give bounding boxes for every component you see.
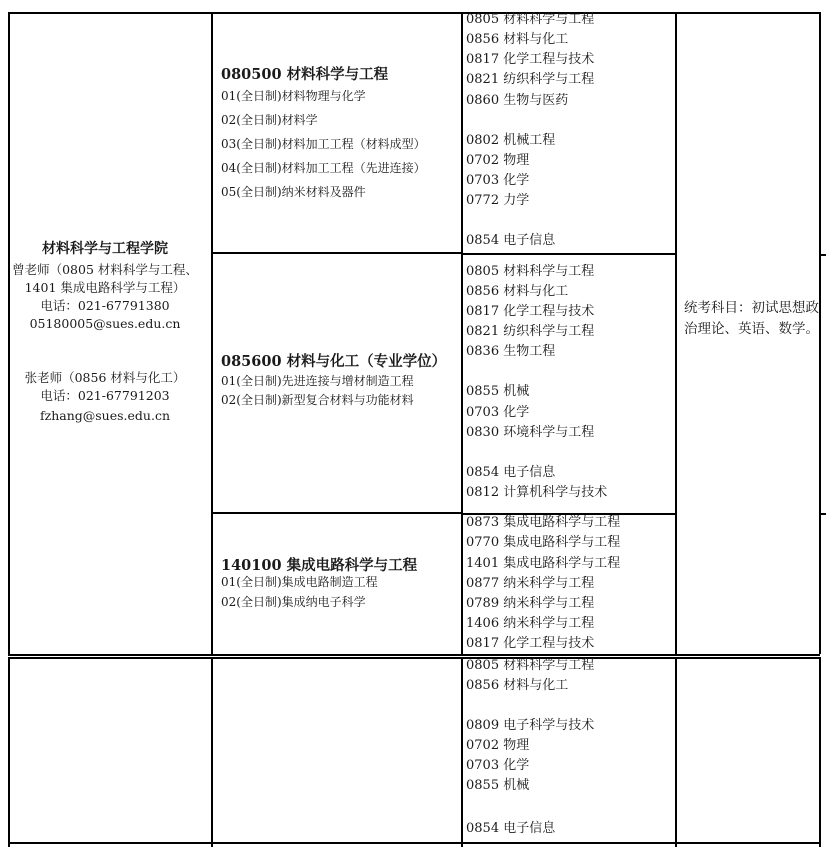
subject-item: 0812 计算机科学与技术 bbox=[466, 485, 608, 500]
subject-item: 0772 力学 bbox=[466, 193, 530, 208]
subject-item: 0821 纺织科学与工程 bbox=[466, 324, 595, 339]
subject-item: 0805 材料科学与工程 bbox=[466, 658, 595, 673]
college-name: 材料科学与工程学院 bbox=[42, 241, 168, 257]
subject-item: 0854 电子信息 bbox=[466, 821, 556, 836]
subject-item: 0860 生物与医药 bbox=[466, 93, 569, 108]
contact-line: 张老师（0856 材料与化工） bbox=[24, 370, 186, 385]
subject-item: 0817 化学工程与技术 bbox=[466, 52, 595, 67]
contact-phone: 电话：021-67791380 bbox=[40, 298, 170, 313]
major-title: 080500 材料科学与工程 bbox=[221, 66, 389, 83]
table-border bbox=[8, 654, 820, 656]
contact-line: 1401 集成电路科学与工程） bbox=[24, 280, 186, 295]
table-border bbox=[8, 842, 820, 844]
major-direction: 03(全日制)材料加工工程（材料成型） bbox=[221, 137, 426, 151]
table-border bbox=[8, 657, 10, 847]
subject-item: 0856 材料与化工 bbox=[466, 284, 569, 299]
table-border bbox=[8, 12, 10, 654]
table-border bbox=[211, 512, 462, 514]
contact-line: 曾老师（0805 材料科学与工程、 bbox=[12, 262, 198, 277]
subject-item: 1406 纳米科学与工程 bbox=[466, 616, 595, 631]
contact-email: fzhang@sues.edu.cn bbox=[40, 408, 170, 423]
table-border bbox=[8, 657, 820, 659]
subject-item: 0805 材料科学与工程 bbox=[466, 12, 595, 27]
subject-item: 0770 集成电路科学与工程 bbox=[466, 535, 621, 550]
subject-item: 0703 化学 bbox=[466, 405, 530, 420]
table-border bbox=[675, 12, 677, 654]
subject-item: 0817 化学工程与技术 bbox=[466, 636, 595, 651]
table-border bbox=[819, 12, 821, 654]
major-direction: 05(全日制)纳米材料及器件 bbox=[221, 185, 366, 199]
table-border bbox=[211, 657, 213, 847]
major-direction: 01(全日制)材料物理与化学 bbox=[221, 89, 366, 103]
subject-item: 0703 化学 bbox=[466, 758, 530, 773]
subject-item: 0789 纳米科学与工程 bbox=[466, 596, 595, 611]
table-border bbox=[461, 12, 463, 654]
table-border bbox=[461, 657, 463, 847]
contact-email: 05180005@sues.edu.cn bbox=[29, 316, 181, 331]
table-border bbox=[819, 513, 826, 515]
table-border bbox=[211, 12, 213, 654]
major-direction: 01(全日制)先进连接与增材制造工程 bbox=[221, 374, 414, 388]
table-border bbox=[211, 252, 462, 254]
subject-item: 0877 纳米科学与工程 bbox=[466, 576, 595, 591]
subject-item: 0854 电子信息 bbox=[466, 465, 556, 480]
subject-item: 0817 化学工程与技术 bbox=[466, 304, 595, 319]
table-border bbox=[461, 253, 676, 255]
major-direction: 02(全日制)集成纳电子科学 bbox=[221, 595, 366, 609]
subject-item: 0873 集成电路科学与工程 bbox=[466, 515, 621, 530]
subject-item: 0703 化学 bbox=[466, 173, 530, 188]
exam-subjects-note: 统考科目：初试思想政治理论、英语、数学。 bbox=[684, 300, 819, 337]
subject-item: 0854 电子信息 bbox=[466, 233, 556, 248]
major-title: 085600 材料与化工（专业学位） bbox=[221, 353, 447, 370]
subject-item: 1401 集成电路科学与工程 bbox=[466, 556, 621, 571]
major-title: 140100 集成电路科学与工程 bbox=[221, 557, 418, 574]
subject-item: 0802 机械工程 bbox=[466, 133, 556, 148]
contact-phone: 电话：021-67791203 bbox=[40, 388, 170, 403]
subject-item: 0856 材料与化工 bbox=[466, 32, 569, 47]
subject-item: 0836 生物工程 bbox=[466, 344, 556, 359]
subject-item: 0821 纺织科学与工程 bbox=[466, 72, 595, 87]
major-direction: 02(全日制)新型复合材料与功能材料 bbox=[221, 393, 414, 407]
subject-item: 0809 电子科学与技术 bbox=[466, 718, 595, 733]
subject-item: 0856 材料与化工 bbox=[466, 678, 569, 693]
major-direction: 01(全日制)集成电路制造工程 bbox=[221, 575, 378, 589]
table-border bbox=[819, 657, 821, 847]
major-direction: 04(全日制)材料加工工程（先进连接） bbox=[221, 161, 426, 175]
major-direction: 02(全日制)材料学 bbox=[221, 113, 318, 127]
table-border bbox=[8, 12, 820, 14]
subject-item: 0702 物理 bbox=[466, 738, 530, 753]
subject-item: 0855 机械 bbox=[466, 778, 530, 793]
subject-item: 0702 物理 bbox=[466, 153, 530, 168]
table-border bbox=[675, 657, 677, 847]
table-border bbox=[819, 254, 826, 256]
subject-item: 0830 环境科学与工程 bbox=[466, 425, 595, 440]
subject-item: 0805 材料科学与工程 bbox=[466, 264, 595, 279]
subject-item: 0855 机械 bbox=[466, 384, 530, 399]
